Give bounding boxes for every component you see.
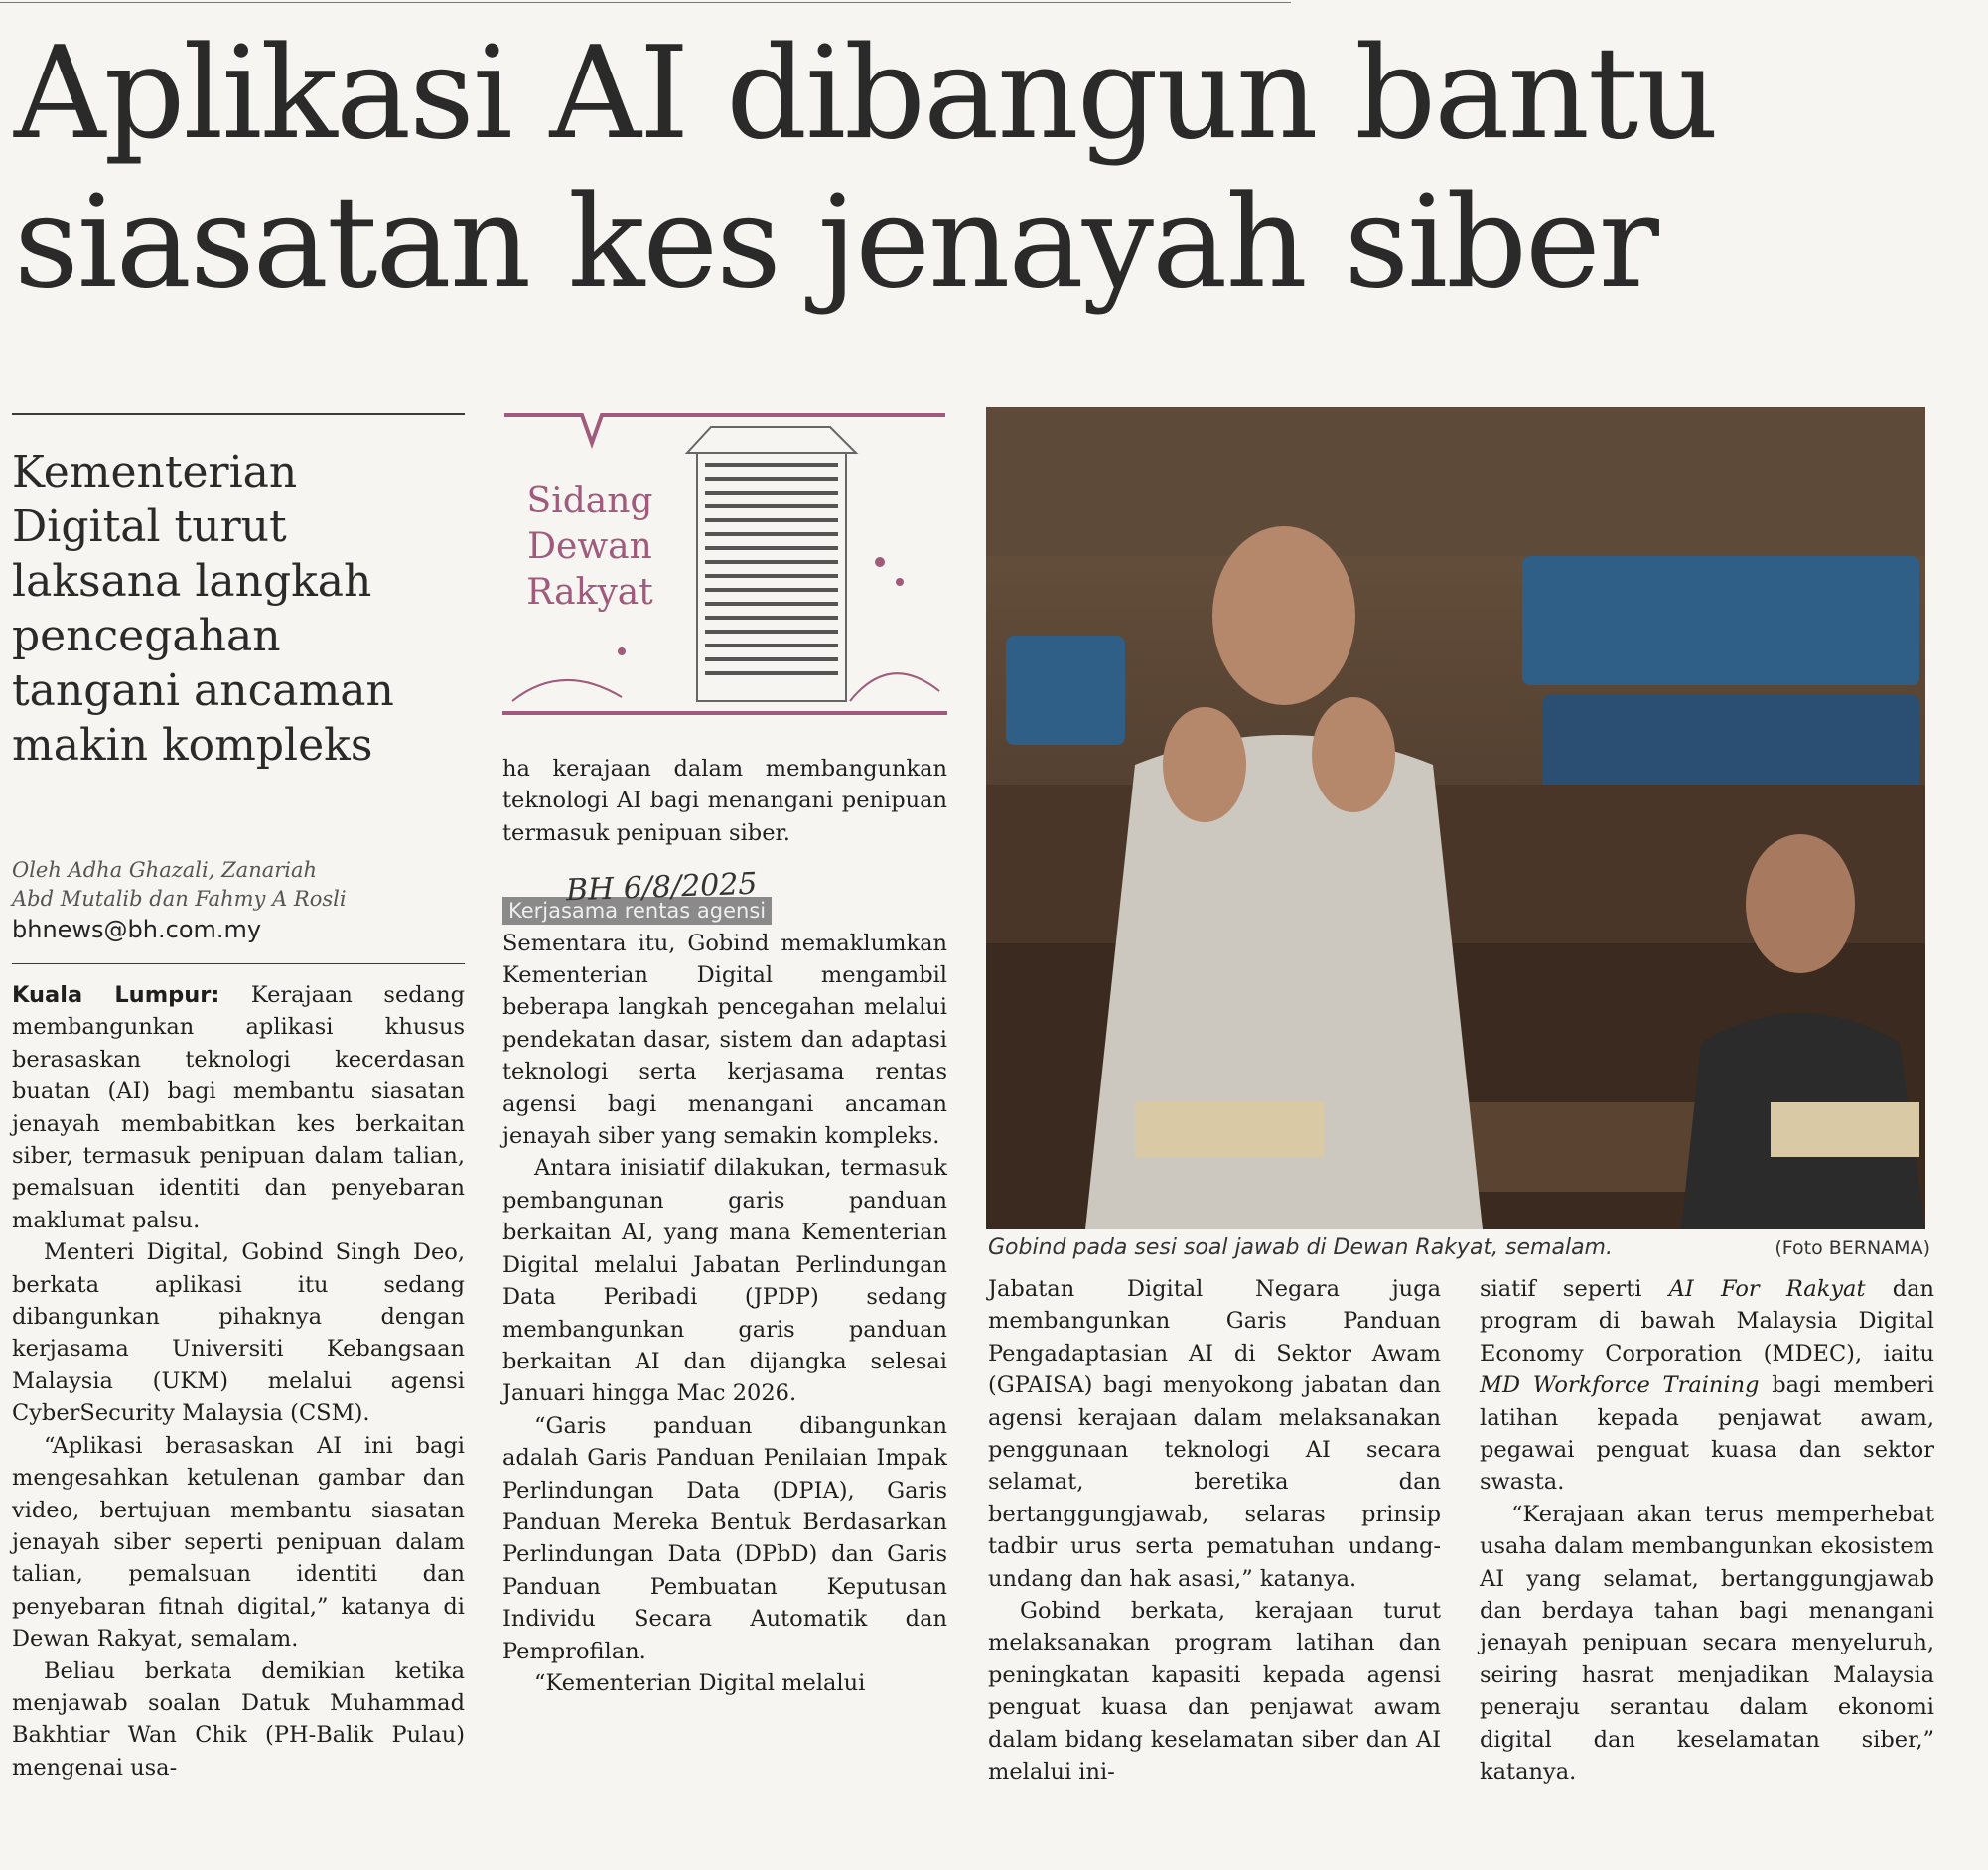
headline	[14, 20, 1980, 318]
paragraph: Beliau berkata demikian ketika menjawab soalan Datuk Muhammad Bakhtiar Wan Chik (PH-Balik Pulau) mengenai usa-	[12, 1657, 465, 1781]
paragraph	[12, 979, 465, 1236]
deck-rule	[12, 413, 465, 415]
paragraph: “Kerajaan akan terus memperhebat usaha dalam membangunkan ekosistem AI yang selamat, bertanggungjawab dan berdaya tahan bagi menangani jenayah penipuan secara menyeluruh, seiring hasrat menjadikan Malaysia peneraju serantau dalam ekonomi digital dan keselamatan siber,” katanya.	[1480, 1501, 1934, 1786]
article-column-4	[1480, 1273, 1934, 1789]
section-logo-line-1: Sidang	[526, 481, 653, 521]
top-rule	[0, 2, 1291, 3]
paragraph	[1480, 1273, 1934, 1499]
paragraph-text: siatif seperti	[1480, 1276, 1669, 1302]
section-logo	[502, 413, 947, 715]
deck	[12, 445, 469, 773]
headline-line-1: Aplikasi AI dibangun bantu	[14, 20, 1717, 168]
paragraph: Sementara itu, Gobind memaklumkan Kementerian Digital mengambil beberapa langkah pencegahan melalui pendekatan dasar, sistem dan adaptasi teknologi serta kerjasama rentas agensi bagi menangani ancaman jenayah siber yang semakin kompleks.	[502, 930, 947, 1150]
section-logo-text	[516, 479, 663, 616]
paragraph: ha kerajaan dalam membangunkan teknologi AI bagi menangani penipuan termasuk penipuan siber.	[502, 756, 947, 846]
deck-line: pencegahan	[12, 611, 281, 661]
paragraph: Menteri Digital, Gobind Singh Deo, berkata aplikasi itu sedang dibangunkan pihaknya dengan kerjasama Universiti Kebangsaan Malaysia (UKM) melalui agensi CyberSecurity Malaysia (CSM).	[12, 1239, 465, 1427]
deck-line: Kementerian	[12, 447, 298, 498]
section-logo-line-2: Dewan	[527, 526, 652, 567]
deck-line: laksana langkah	[12, 556, 372, 607]
byline	[12, 856, 469, 914]
paragraph-text: bagi memberi latihan kepada penjawat awam, pegawai penguat kuasa dan sektor swasta.	[1480, 1372, 1934, 1496]
photo-credit: (Foto BERNAMA)	[1775, 1237, 1930, 1259]
paragraph: “Kementerian Digital melalui	[534, 1669, 866, 1696]
byline-rule	[12, 963, 465, 964]
paragraph-text: Kerajaan sedang membangunkan aplikasi khusus berasaskan teknologi kecerdasan buatan (AI) bagi membantu siasatan jenayah membabitkan kes berkaitan siber, termasuk penipuan dalam talian, pemalsuan identiti dan penyebaran maklumat palsu.	[12, 982, 465, 1233]
dateline: Kuala Lumpur:	[12, 982, 220, 1008]
parliament-speaker-photo	[986, 407, 1925, 1229]
deck-line: makin kompleks	[12, 720, 373, 771]
byline-line-1: Oleh Adha Ghazali, Zanariah	[12, 858, 318, 882]
byline-line-2: Abd Mutalib dan Fahmy A Rosli	[12, 887, 347, 911]
deck-line: tangani ancaman	[12, 665, 394, 716]
paragraph: Jabatan Digital Negara juga membangunkan Garis Panduan Pengadaptasian AI di Sektor Awam (GPAISA) bagi menyokong jabatan dan agensi kerajaan dalam melaksanakan penggunaan teknologi AI secara selamat, beretika dan bertanggungjawab, selaras prinsip tadbir urus serta pematuhan undang-undang dan hak asasi,” katanya.	[988, 1276, 1441, 1592]
article-column-1	[12, 979, 465, 1784]
byline-email: bhnews@bh.com.my	[12, 916, 262, 943]
paragraph: “Garis panduan dibangunkan adalah Garis Panduan Penilaian Impak Perlindungan Data (DPIA), Garis Panduan Mereka Bentuk Berdasarkan Perlindungan Data (DPbD) dan Garis Panduan Pembuatan Keputusan Individu Secara Automatik dan Pemprofilan.	[502, 1412, 947, 1664]
italic-program-name: MD Workforce Training	[1480, 1372, 1760, 1399]
paragraph: “Aplikasi berasaskan AI ini bagi mengesahkan ketulenan gambar dan video, bertujuan membantu siasatan jenayah siber seperti penipuan dalam talian, pemalsuan identiti dan penyebaran fitnah digital,” katanya di Dewan Rakyat, semalam.	[12, 1432, 465, 1653]
subhead-label: Kerjasama rentas agensi	[502, 897, 772, 925]
photo-caption: Gobind pada sesi soal jawab di Dewan Rakyat, semalam.	[988, 1235, 1613, 1260]
paragraph-text: dan program di bawah Malaysia Digital Economy Corporation (MDEC), iaitu	[1480, 1276, 1935, 1367]
article-column-3	[988, 1273, 1441, 1789]
handwritten-date-note: BH 6/8/2025	[565, 866, 759, 909]
headline-line-2: siasatan kes jenayah siber	[14, 169, 1657, 317]
paragraph: Antara inisiatif dilakukan, termasuk pembangunan garis panduan berkaitan AI, yang mana Kementerian Digital melalui Jabatan Perlindungan Data Peribadi (JPDP) sedang membangunkan garis panduan berkaitan AI dan dijangka selesai Januari hingga Mac 2026.	[502, 1155, 947, 1407]
italic-program-name: AI For Rakyat	[1668, 1276, 1866, 1302]
article-photo	[986, 407, 1925, 1229]
section-logo-line-3: Rakyat	[526, 572, 653, 613]
deck-line: Digital turut	[12, 502, 287, 552]
paragraph: Gobind berkata, kerajaan turut melaksanakan program latihan dan peningkatan kapasiti kepada agensi penguat kuasa dan penjawat awam dalam bidang keselamatan siber dan AI melalui ini-	[988, 1598, 1441, 1786]
